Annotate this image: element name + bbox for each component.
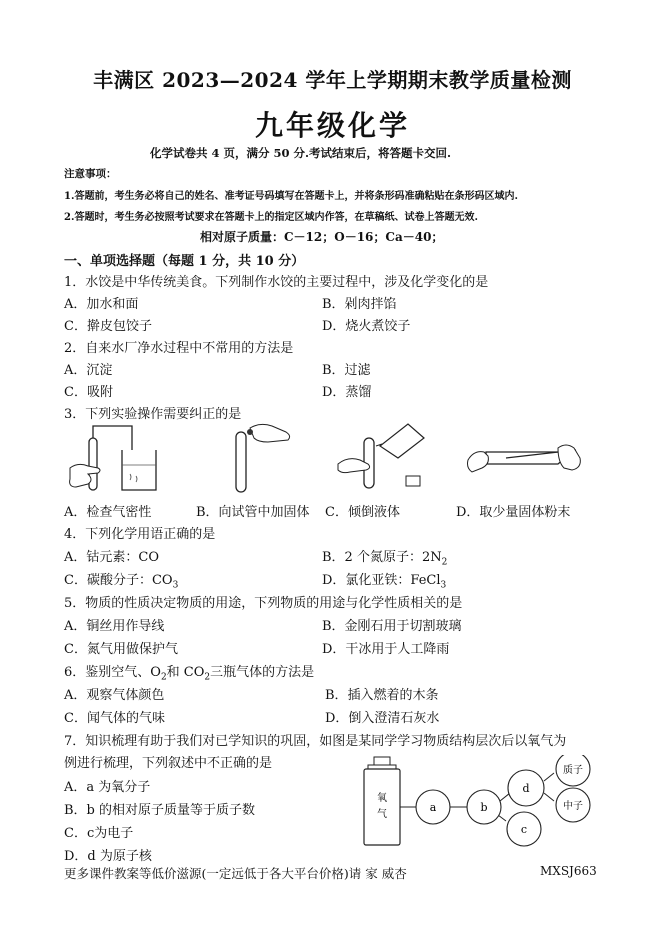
q7-option-c: C．c为电子	[64, 826, 134, 841]
q7-option-d: D．d 为原子核	[64, 849, 152, 864]
q5-stem: 5．物质的性质决定物质的用途，下列物质的用途与化学性质相关的是	[64, 596, 463, 611]
node-b: b	[480, 801, 488, 814]
node-proton: 质子	[563, 765, 583, 776]
q6-option-a: A．观察气体颜色	[64, 688, 165, 703]
atomic-mass: 相对原子质量：C－12；O－16；Ca－40；	[200, 230, 444, 244]
footer-code: MXSJ663	[540, 864, 597, 878]
node-neutron: 中子	[563, 801, 583, 812]
airtight-check-illustration	[64, 420, 164, 495]
q5-option-d: D．干冰用于人工降雨	[322, 642, 450, 657]
notice-heading: 注意事项：	[64, 168, 117, 180]
take-powder-illustration	[466, 430, 586, 490]
node-a: a	[429, 801, 437, 814]
jar-label-2: 气	[377, 809, 387, 820]
q6-option-d: D．倒入澄清石灰水	[325, 711, 440, 726]
q3-stem: 3．下列实验操作需要纠正的是	[64, 407, 242, 422]
node-d: d	[522, 782, 530, 795]
q1-stem: 1．水饺是中华传统美食。下列制作水饺的主要过程中，涉及化学变化的是	[64, 275, 489, 290]
q7-stem-line-1: 7．知识梳理有助于我们对已学知识的巩固，如图是某同学学习物质结构层次后以氧气为	[64, 734, 567, 749]
notice-item-1: 1.答题前，考生务必将自己的姓名、准考证号码填写在答题卡上，并将条形码准确粘贴在条形码区域内.	[64, 191, 518, 202]
node-c: c	[520, 823, 528, 836]
q1-option-a: A．加水和面	[64, 297, 139, 312]
q4-stem: 4．下列化学用语正确的是	[64, 527, 216, 542]
q6-option-b: B．插入燃着的木条	[325, 688, 439, 703]
jar-label-1: 氧	[377, 793, 387, 804]
q1-option-b: B．剁肉拌馅	[322, 297, 397, 312]
q4-option-d: D．氯化亚铁：FeCl$_3$	[322, 573, 447, 591]
exam-title: 丰满区 2023—2024 学年上学期期末教学质量检测	[93, 68, 572, 92]
q4-option-b: B．2 个氮原子：$2N_2$	[322, 550, 448, 568]
q7-option-b: B．b 的相对原子质量等于质子数	[64, 803, 256, 818]
q2-option-d: D．蒸馏	[322, 385, 372, 400]
q4-option-c: C．碳酸分子：$CO_3$	[64, 573, 179, 591]
q3-option-a: A．检查气密性	[64, 505, 152, 520]
q1-option-d: D．烧火煮饺子	[322, 319, 411, 334]
footer-text: 更多课件教案等低价滋源(一定远低于各大平台价格)请 家 威杏	[64, 866, 407, 881]
exam-subtitle: 九年级化学	[254, 109, 410, 142]
structure-diagram	[360, 755, 595, 850]
add-solid-illustration	[228, 418, 298, 498]
q5-option-a: A．铜丝用作导线	[64, 619, 165, 634]
q3-option-c: C．倾倒液体	[325, 505, 400, 520]
q6-stem: 6．鉴别空气、$O_2$和 $CO_2$三瓶气体的方法是	[64, 665, 315, 683]
q6-option-c: C．闻气体的气味	[64, 711, 165, 726]
q2-option-c: C．吸附	[64, 385, 113, 400]
notice-item-2: 2.答题时，考生务必按照考试要求在答题卡上的指定区域内作答，在草稿纸、试卷上答题无效.	[64, 212, 478, 223]
exam-info: 化学试卷共 4 页，满分 50 分.考试结束后，将答题卡交回.	[150, 146, 452, 160]
pour-liquid-illustration	[336, 418, 431, 496]
q5-option-c: C．氮气用做保护气	[64, 642, 178, 657]
q5-option-b: B．金刚石用于切割玻璃	[322, 619, 462, 634]
q4-option-a: A．钴元素：CO	[64, 550, 159, 565]
q2-option-b: B．过滤	[322, 363, 371, 378]
section-1-title: 一、单项选择题（每题 1 分，共 10 分）	[64, 254, 305, 269]
q2-stem: 2．自来水厂净水过程中不常用的方法是	[64, 341, 294, 356]
q3-option-d: D．取少量固体粉末	[456, 505, 571, 520]
q1-option-c: C．擀皮包饺子	[64, 319, 152, 334]
q2-option-a: A．沉淀	[64, 363, 113, 378]
q7-stem-line-2: 例进行梳理，下列叙述中不正确的是	[64, 756, 273, 771]
q3-option-b: B．向试管中加固体	[196, 505, 310, 520]
q7-option-a: A．a 为氧分子	[64, 780, 151, 795]
